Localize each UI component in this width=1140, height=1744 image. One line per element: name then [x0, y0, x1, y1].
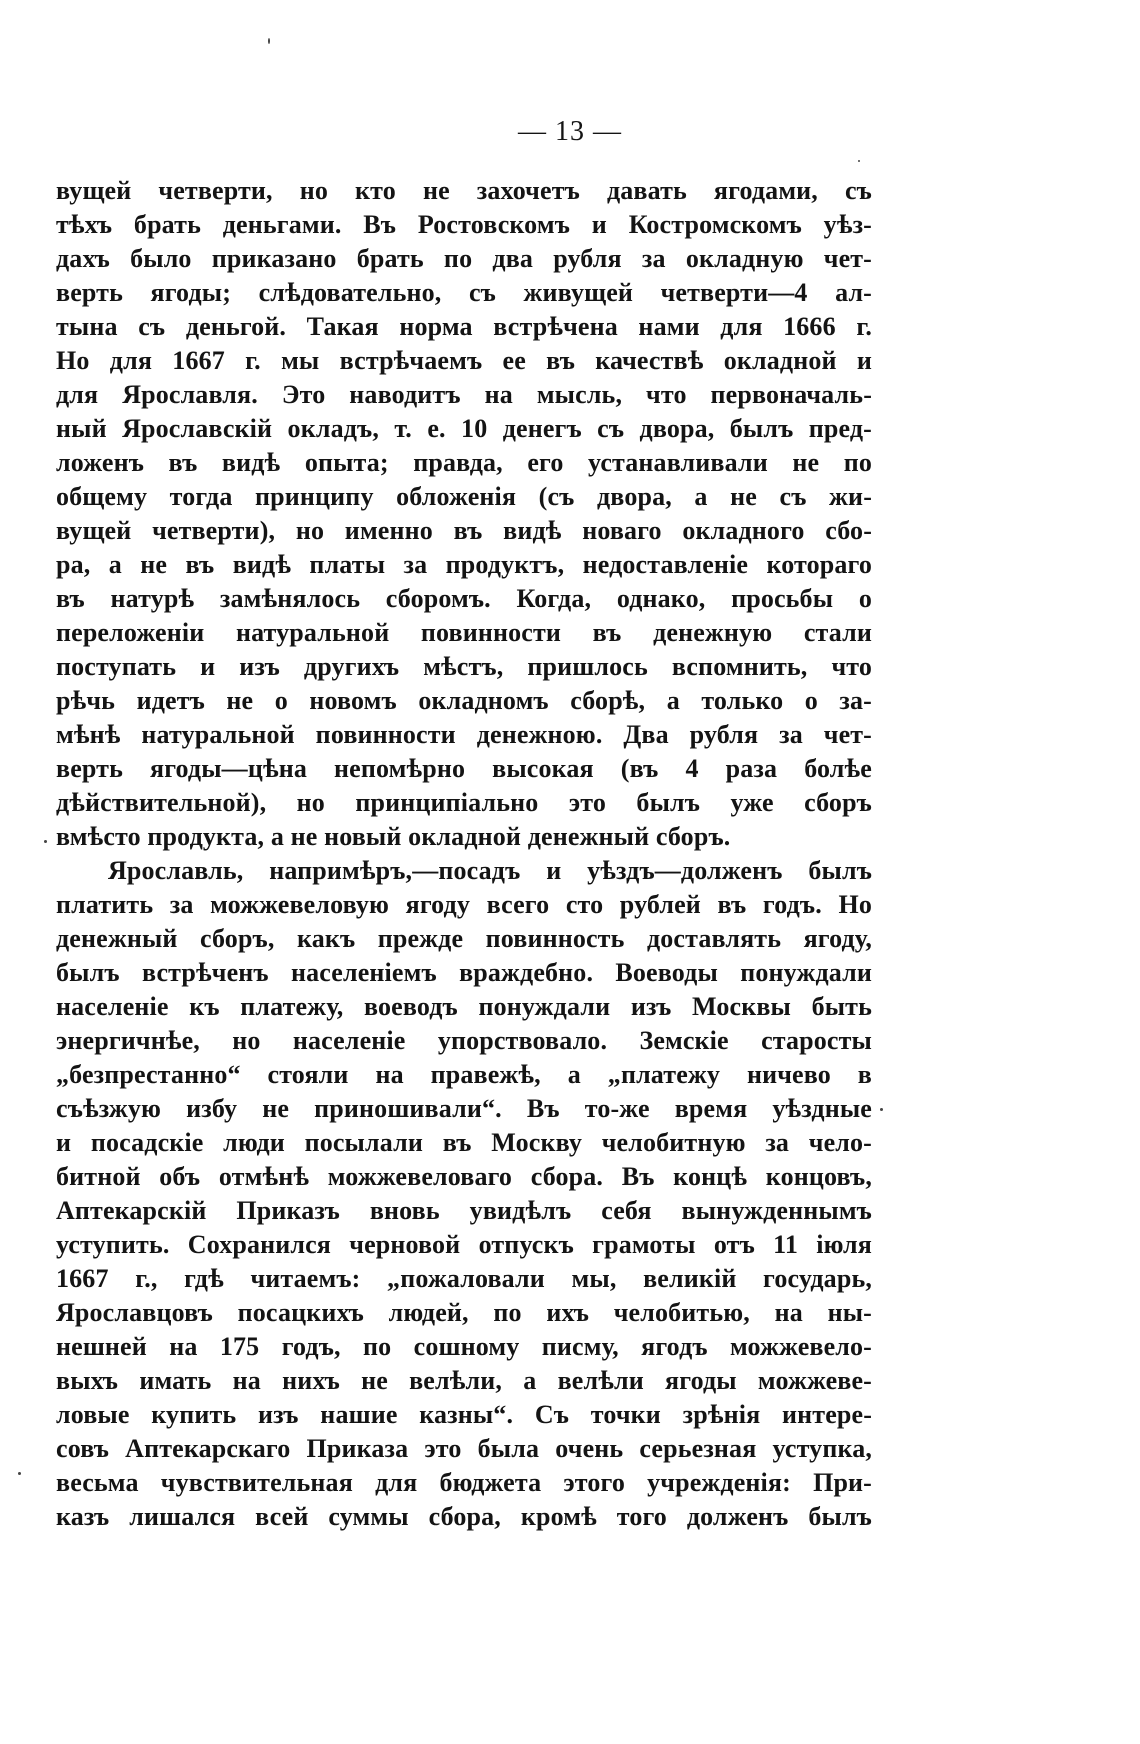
text-line: уступить. Сохранился черновой отпускъ грамоты отъ 11 іюля [56, 1230, 872, 1259]
text-line: переложеніи натуральной повинности въ денежную стали [56, 618, 872, 647]
text-line: поступать и изъ другихъ мѣстъ, пришлось вспомнить, что [56, 652, 872, 681]
text-line: весьма чувствительная для бюджета этого учрежденія: При- [56, 1468, 872, 1497]
text-line: въ натурѣ замѣнялось сборомъ. Когда, однако, просьбы о [56, 584, 872, 613]
text-line: съѣзжую избу не приношивали“. Въ то-же время уѣздные [56, 1094, 872, 1123]
text-line: 1667 г., гдѣ читаемъ: „пожаловали мы, великій государь, [56, 1264, 872, 1293]
scan-speck [44, 840, 47, 843]
text-line: мѣнѣ натуральной повинности денежною. Два рубля за чет- [56, 720, 872, 749]
text-line: верть ягоды; слѣдовательно, съ живущей четверти—4 ал- [56, 278, 872, 307]
scan-speck [18, 1472, 21, 1475]
text-line: денежный сборъ, какъ прежде повинность доставлять ягоду, [56, 924, 872, 953]
body-text [56, 174, 872, 1534]
text-line: Аптекарскій Приказъ вновь увидѣлъ себя вынужденнымъ [56, 1196, 872, 1225]
text-line: Ярославль, напримѣръ,—посадъ и уѣздъ—долженъ былъ [108, 856, 872, 885]
text-line: Ярославцовъ посацкихъ людей, по ихъ челобитью, на ны- [56, 1298, 872, 1327]
text-line: энергичнѣе, но населеніе упорствовало. Земскіе старосты [56, 1026, 872, 1055]
text-line: населеніе къ платежу, воеводъ понуждали изъ Москвы быть [56, 992, 872, 1021]
text-line: для Ярославля. Это наводитъ на мысль, что первоначаль- [56, 380, 872, 409]
text-line: вущей четверти, но кто не захочетъ давать ягодами, съ [56, 176, 872, 205]
text-line: вмѣсто продукта, а не новый окладной денежный сборъ. [56, 822, 731, 851]
text-line: рѣчь идетъ не о новомъ окладномъ сборѣ, а только о за- [56, 686, 872, 715]
text-line: верть ягоды—цѣна непомѣрно высокая (въ 4 раза болѣе [56, 754, 872, 783]
text-line: вущей четверти), но именно въ видѣ новаго окладного сбо- [56, 516, 872, 545]
text-line: общему тогда принципу обложенія (съ двора, а не съ жи- [56, 482, 872, 511]
text-line: ный Ярославскій окладъ, т. е. 10 денегъ съ двора, былъ пред- [56, 414, 872, 443]
text-line: выхъ имать на нихъ не велѣли, а велѣли ягоды можжеве- [56, 1366, 872, 1395]
page-number: — 13 — [518, 116, 622, 147]
text-line: ложенъ въ видѣ опыта; правда, его устанавливали не по [56, 448, 872, 477]
text-line: и посадскіе люди посылали въ Москву челобитную за чело- [56, 1128, 872, 1157]
text-line: „безпрестанно“ стояли на правежѣ, а „платежу ничево в [56, 1060, 872, 1089]
text-line: Но для 1667 г. мы встрѣчаемъ ее въ качествѣ окладной и [56, 346, 872, 375]
text-line: дѣйствительной), но принципіально это былъ уже сборъ [56, 788, 872, 817]
text-line: нешней на 175 годъ, по сошному писму, ягодъ можжевело- [56, 1332, 872, 1361]
scan-speck [268, 38, 270, 44]
scan-speck [858, 160, 860, 162]
text-line: битной объ отмѣнѣ можжевеловаго сбора. Въ концѣ концовъ, [56, 1162, 872, 1191]
text-line: тына съ деньгой. Такая норма встрѣчена нами для 1666 г. [56, 312, 872, 341]
text-line: ра, а не въ видѣ платы за продуктъ, недоставленіе котораго [56, 550, 872, 579]
text-line: ловые купить изъ нашие казны“. Съ точки зрѣнія интере- [56, 1400, 872, 1429]
text-line: тѣхъ брать деньгами. Въ Ростовскомъ и Костромскомъ уѣз- [56, 210, 872, 239]
text-line: совъ Аптекарскаго Приказа это была очень серьезная уступка, [56, 1434, 872, 1463]
text-line: казъ лишался всей суммы сбора, кромѣ того долженъ былъ [56, 1502, 872, 1531]
text-line: былъ встрѣченъ населеніемъ враждебно. Воеводы понуждали [56, 958, 872, 987]
text-line: дахъ было приказано брать по два рубля за окладную чет- [56, 244, 872, 273]
text-line: платить за можжевеловую ягоду всего сто рублей въ годъ. Но [56, 890, 872, 919]
scan-speck [880, 1108, 883, 1111]
